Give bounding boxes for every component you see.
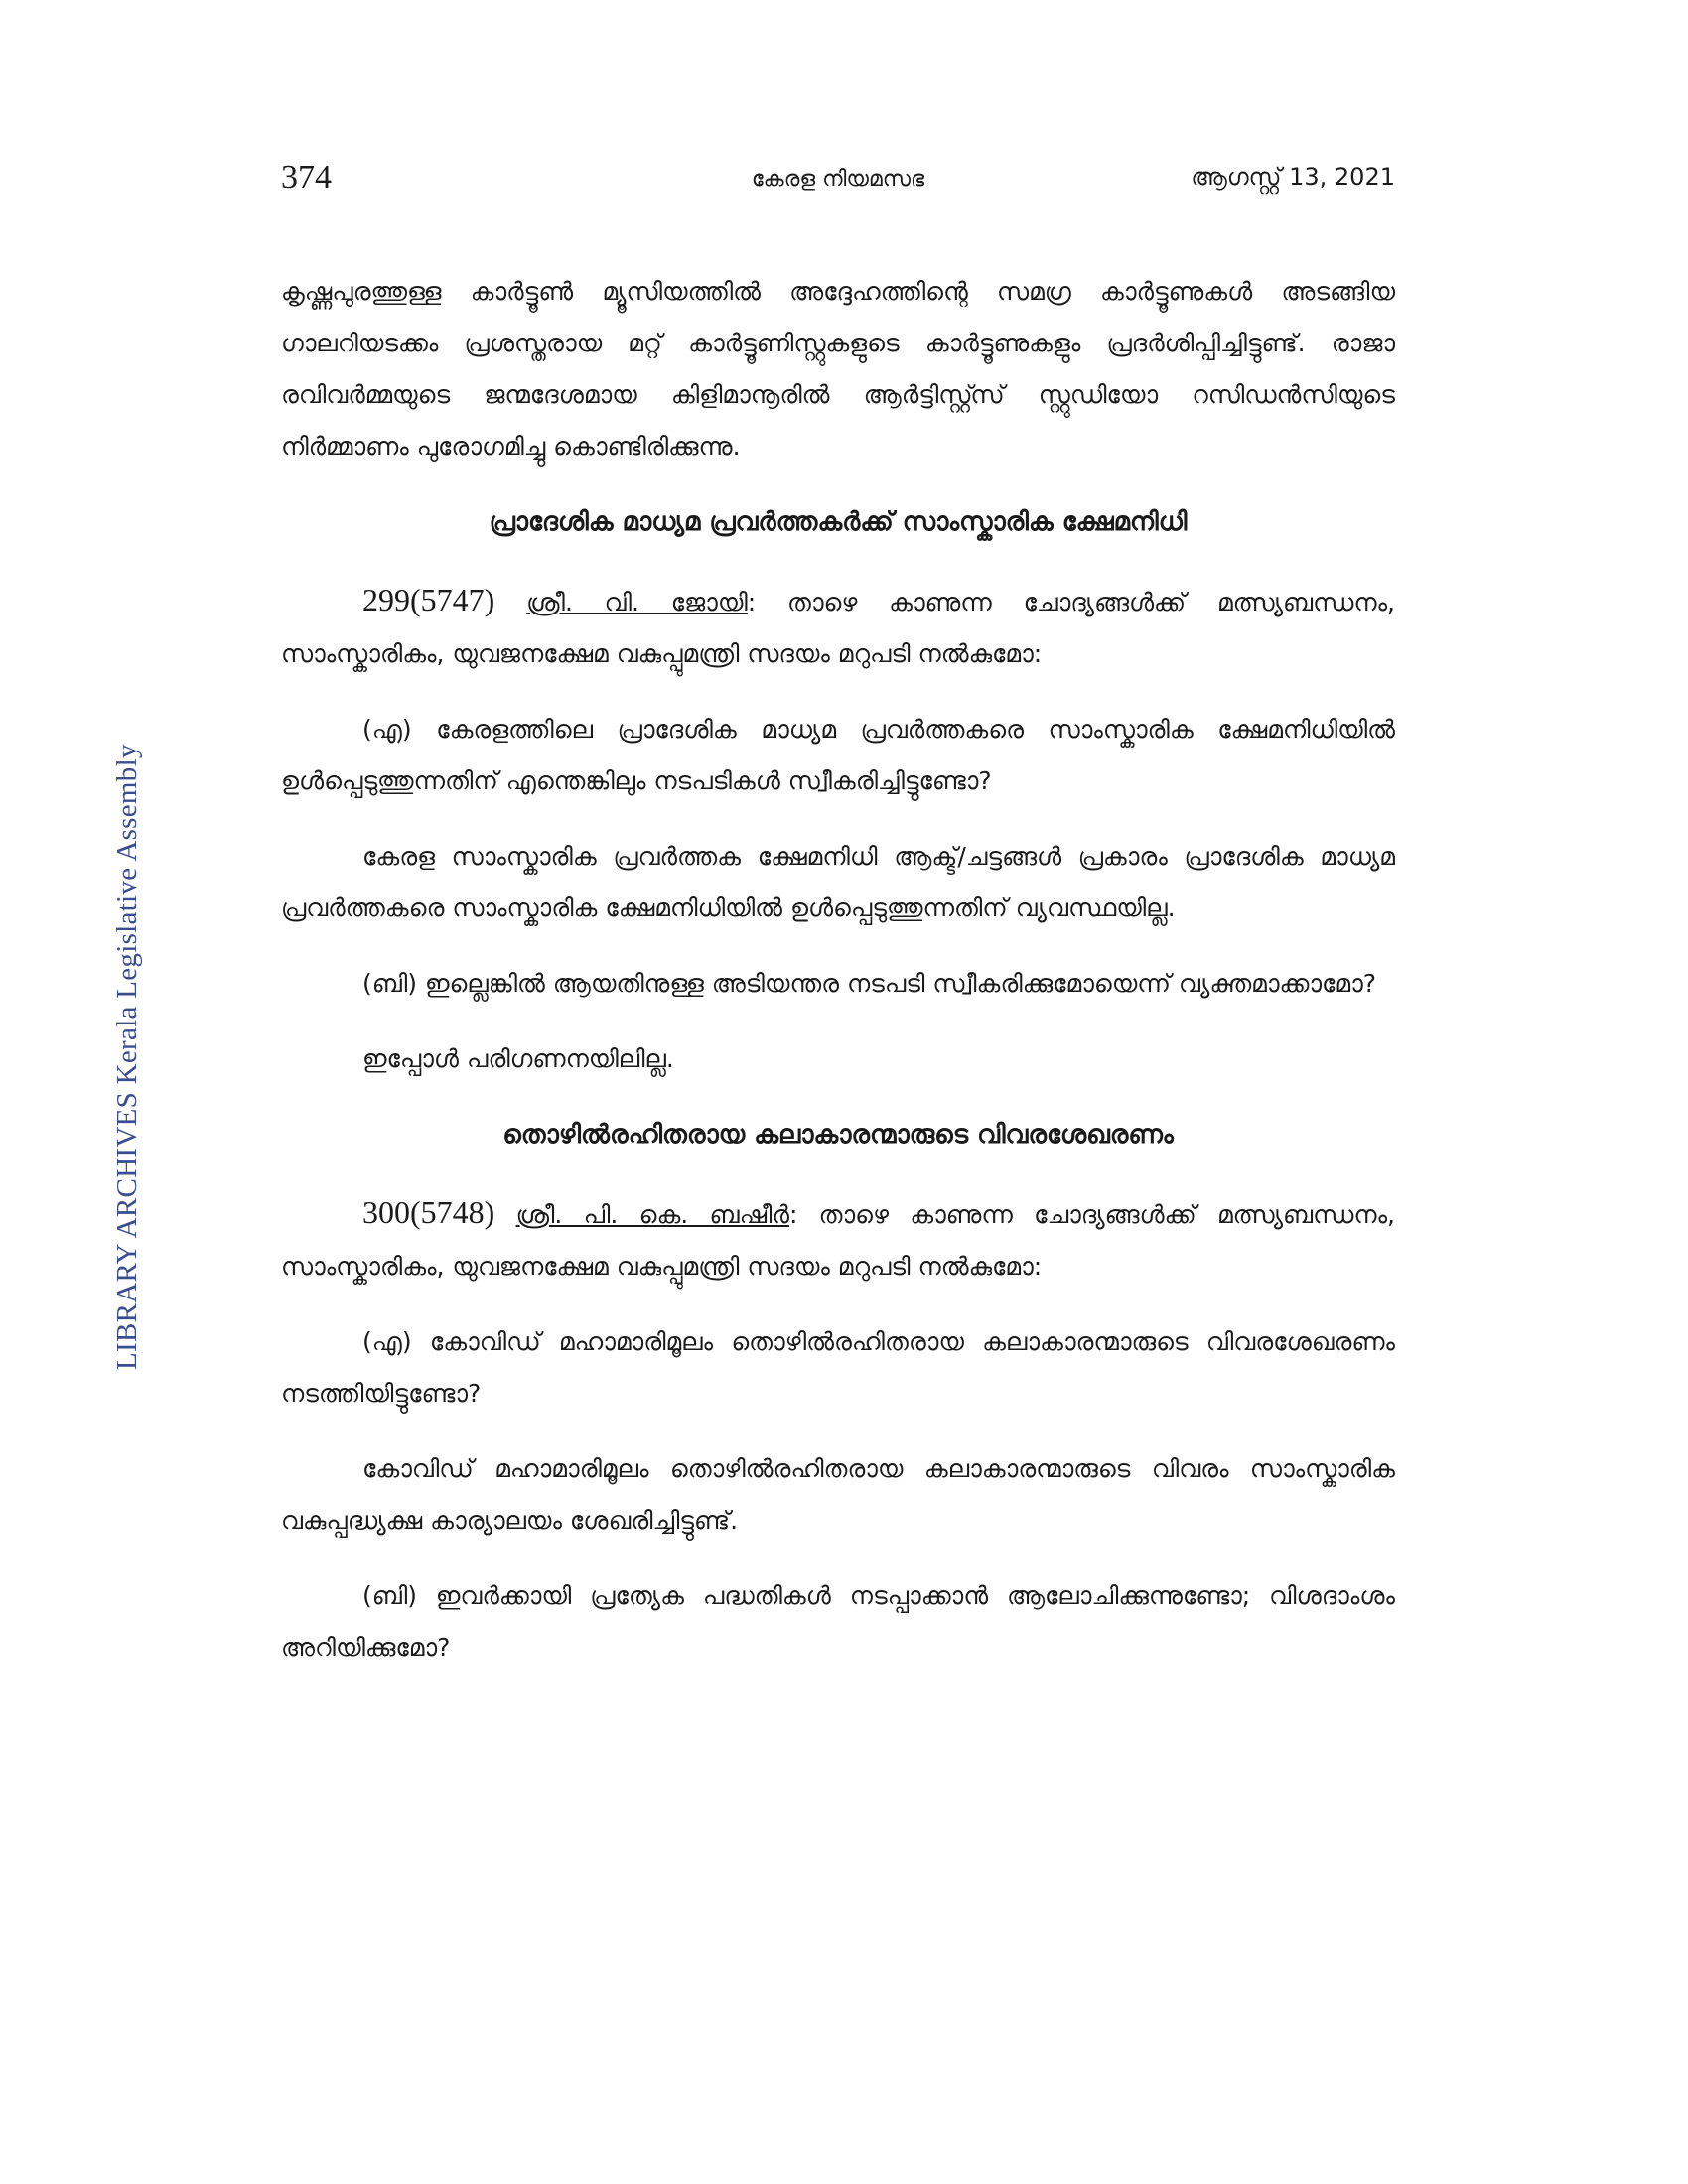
question-300-intro — [281, 1186, 1395, 1293]
section-heading-300: തൊഴിൽരഹിതരായ കലാകാരന്മാരുടെ വിവരശേഖരണം — [502, 1120, 1174, 1150]
question-299-b: (ബി) ഇല്ലെങ്കിൽ ആയതിനുള്ള അടിയന്തര നടപടി സ്വീകരിക്കുമോയെന്ന് വ്യക്തമാക്കാമോ? — [362, 969, 1376, 998]
question-intro-text: : താഴെ കാണുന്ന ചോദ്യങ്ങൾക്ക് മത്സ്യബന്ധനം, സാംസ്കാരികം, യുവജനക്ഷേമ വകുപ്പുമന്ത്രി സദയം മറുപടി നൽകുമോ: — [281, 588, 1395, 668]
header-date: ആഗസ്റ്റ് 13, 2021 — [1191, 163, 1395, 191]
answer-300-a: കോവിഡ് മഹാമാരിമൂലം തൊഴിൽരഹിതരായ കലാകാരന്മാരുടെ വിവരം സാംസ്കാരിക വകുപ്പദ്ധ്യക്ഷ കാര്യാലയം ശേഖരിച്ചിട്ടുണ്ട്. — [281, 1454, 1395, 1535]
member-name: ശ്രീ. വി. ജോയി — [526, 588, 748, 616]
page-number: 374 — [281, 159, 332, 196]
question-number: 299(5747) — [362, 582, 495, 617]
question-intro-text: : താഴെ കാണുന്ന ചോദ്യങ്ങൾക്ക് മത്സ്യബന്ധനം, സാംസ്കാരികം, യുവജനക്ഷേമ വകുപ്പുമന്ത്രി സദയം മറുപടി നൽകുമോ: — [281, 1200, 1396, 1281]
question-299-intro — [281, 574, 1395, 680]
answer-299-b: ഇപ്പോൾ പരിഗണനയിലില്ല. — [362, 1044, 674, 1073]
member-name: ശ്രീ. പി. കെ. ബഷീർ — [515, 1200, 789, 1229]
question-299-a: (എ) കേരളത്തിലെ പ്രാദേശിക മാധ്യമ പ്രവർത്തകരെ സാംസ്കാരിക ക്ഷേമനിധിയിൽ ഉൾപ്പെടുത്തുന്നതിന് എന്തെങ്കിലും നടപടികൾ സ്വീകരിച്ചിട്ടുണ്ടോ? — [281, 715, 1395, 795]
archive-watermark: LIBRARY ARCHIVES Kerala Legislative Assembly — [111, 744, 143, 1370]
running-title: കേരള നിയമസഭ — [751, 167, 925, 192]
question-number: 300(5748) — [362, 1194, 495, 1230]
question-300-a: (എ) കോവിഡ് മഹാമാരിമൂലം തൊഴിൽരഹിതരായ കലാകാരന്മാരുടെ വിവരശേഖരണം നടത്തിയിട്ടുണ്ടോ? — [281, 1327, 1395, 1408]
answer-299-a: കേരള സാംസ്കാരിക പ്രവർത്തക ക്ഷേമനിധി ആക്ട്/ചട്ടങ്ങൾ പ്രകാരം പ്രാദേശിക മാധ്യമ പ്രവർത്തകരെ സാംസ്കാരിക ക്ഷേമനിധിയിൽ ഉൾപ്പെടുത്തുന്നതിന് വ്യവസ്ഥയില്ല. — [281, 842, 1395, 922]
question-300-b: (ബി) ഇവർക്കായി പ്രത്യേക പദ്ധതികൾ നടപ്പാക്കാൻ ആലോചിക്കുന്നുണ്ടോ; വിശദാംശം അറിയിക്കുമോ? — [281, 1581, 1395, 1662]
page-body — [281, 266, 1395, 1698]
page-header — [281, 159, 1395, 208]
section-heading-299: പ്രാദേശിക മാധ്യമ പ്രവർത്തകർക്ക് സാംസ്കാരിക ക്ഷേമനിധി — [489, 507, 1188, 537]
intro-paragraph: കൃഷ്ണപുരത്തുള്ള കാർട്ടൂൺ മ്യൂസിയത്തിൽ അദ്ദേഹത്തിന്റെ സമഗ്ര കാർട്ടൂണുകൾ അടങ്ങിയ ഗാലറിയടക്കം പ്രശസ്തരായ മറ്റ് കാർട്ടൂണിസ്റ്റുകളുടെ കാർട്ടൂണുകളും പ്രദർശിപ്പിച്ചിട്ടുണ്ട്. രാജാ രവിവർമ്മയുടെ ജന്മദേശമായ കിളിമാനൂരിൽ ആർട്ടിസ്റ്റ്സ് സ്റ്റുഡിയോ റസിഡൻസിയുടെ നിർമ്മാണം പുരോഗമിച്ചു കൊണ്ടിരിക്കുന്നു. — [281, 277, 1395, 461]
